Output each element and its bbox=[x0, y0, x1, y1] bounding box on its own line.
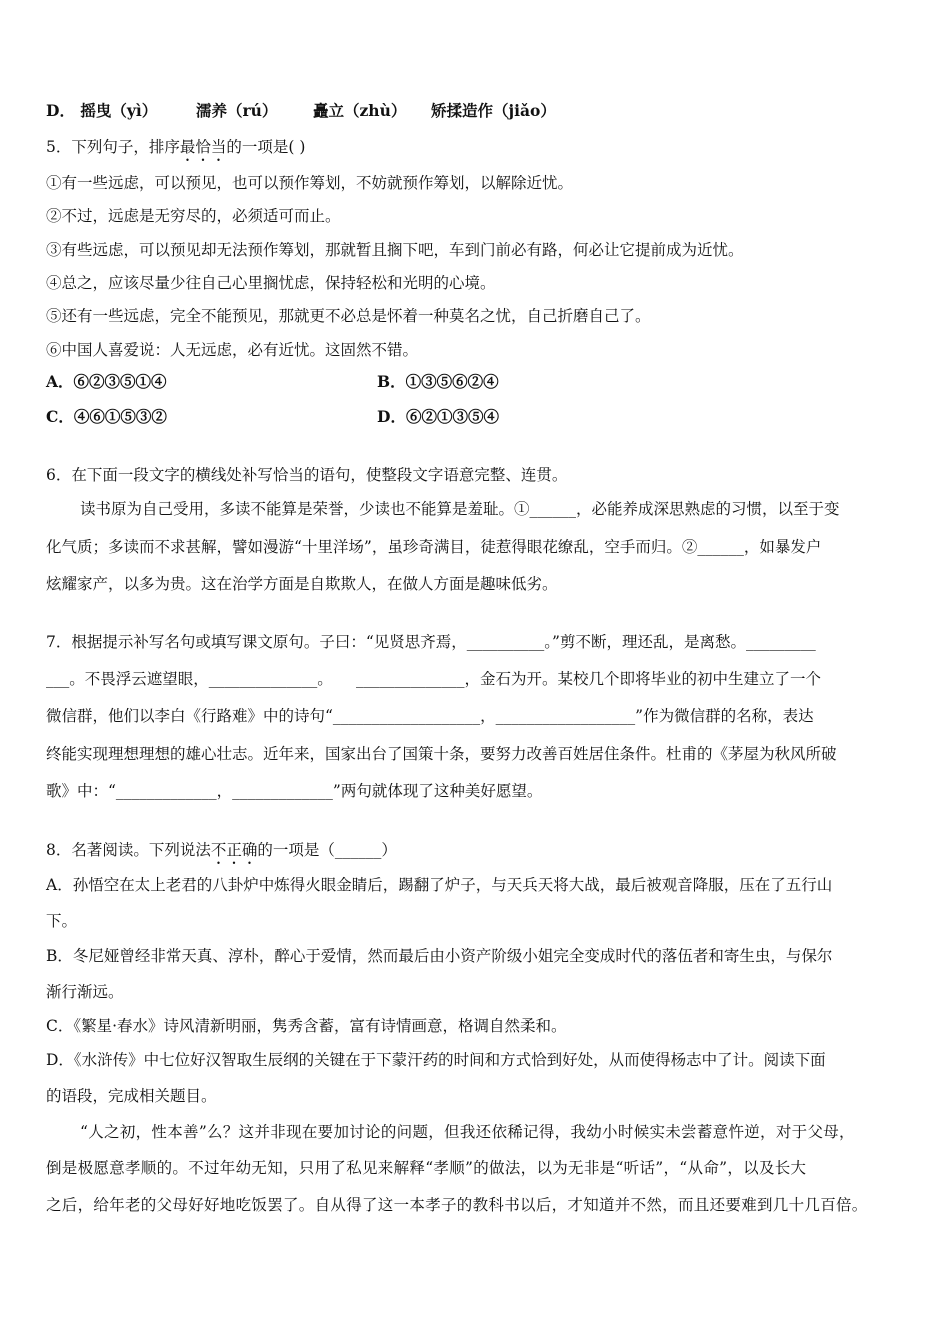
q5-stem bbox=[46, 137, 305, 165]
q5-sentence-3: ③有些远虑，可以预见却无法预作筹划，那就暂且搁下吧，车到门前必有路，何必让它提前成为近忧。 bbox=[46, 241, 744, 259]
q8-option-a-line-2: 下。 bbox=[46, 912, 78, 930]
q6-stem: 6．在下面一段文字的横线处补写恰当的语句，使整段文字语意完整、连贯。 bbox=[46, 466, 568, 484]
q7-line-3: 微信群，他们以李白《行路难》中的诗句“___________________，__________________”作为微信群的名称，表达 bbox=[46, 707, 814, 725]
q8-option-a-line-1: A．孙悟空在太上老君的八卦炉中炼得火眼金睛后，踢翻了炉子，与天兵天将大战，最后被观音降服，压在了五行山 bbox=[46, 876, 833, 894]
q4-option-d-item1: 摇曳（yì） bbox=[80, 101, 158, 120]
q5-option-d: D．⑥②①③⑤④ bbox=[377, 407, 499, 426]
q5-sentence-2: ②不过，远虑是无穷尽的，必须适可而止。 bbox=[46, 207, 341, 225]
q7-line-5: 歌》中：“_____________，_____________”两句就体现了这种美好愿望。 bbox=[46, 782, 543, 800]
q5-sentence-4: ④总之，应该尽量少往自己心里搁忧虑，保持轻松和光明的心境。 bbox=[46, 274, 496, 292]
q5-sentence-6: ⑥中国人喜爱说：人无远虑，必有近忧。这固然不错。 bbox=[46, 341, 419, 359]
q7-line-2: ___。不畏浮云遮望眼，______________。 ______________，金石为开。某校几个即将毕业的初中生建立了一个 bbox=[46, 670, 822, 688]
q5-option-a: A．⑥②③⑤①④ bbox=[46, 372, 167, 391]
q8-stem-emphasis: 不正确 bbox=[210, 841, 258, 859]
q8-option-c: C．《繁星·春水》诗风清新明丽，隽秀含蓄，富有诗情画意，格调自然柔和。 bbox=[46, 1017, 567, 1035]
q5-sentence-1: ①有一些远虑，可以预见，也可以预作筹划，不妨就预作筹划，以解除近忧。 bbox=[46, 174, 574, 192]
q4-option-d-item2: 濡养（rú） bbox=[196, 101, 278, 120]
q5-stem-emphasis: 最恰当 bbox=[179, 138, 227, 156]
q8-stem bbox=[46, 840, 397, 868]
q8-stem-post: 的一项是（______） bbox=[257, 841, 397, 859]
passage-line-2: 倒是极愿意孝顺的。不过年幼无知，只用了私见来解释“孝顺”的做法，以为无非是“听话”，“从命”，以及长大 bbox=[46, 1159, 807, 1177]
q8-option-d-line-1: D．《水浒传》中七位好汉智取生辰纲的关键在于下蒙汗药的时间和方式恰到好处，从而使得杨志中了计。阅读下面 bbox=[46, 1051, 826, 1069]
q5-stem-post: 的一项是( ) bbox=[226, 138, 306, 156]
q4-option-d bbox=[46, 101, 157, 121]
q7-line-1: 7．根据提示补写名句或填写课文原句。子曰：“见贤思齐焉，__________。”剪不断，理还乱，是离愁。_________ bbox=[46, 633, 816, 651]
q8-option-d-line-2: 的语段，完成相关题目。 bbox=[46, 1087, 217, 1105]
q8-option-b-line-1: B．冬尼娅曾经非常天真、淳朴，醉心于爱情，然而最后由小资产阶级小姐完全变成时代的落伍者和寄生虫，与保尔 bbox=[46, 947, 833, 965]
q6-paragraph-line-1: 读书原为自己受用，多读不能算是荣誉，少读也不能算是羞耻。①______，必能养成深思熟虑的习惯，以至于变 bbox=[80, 500, 840, 518]
q8-option-b-line-2: 渐行渐远。 bbox=[46, 983, 124, 1001]
q4-option-d-item3: 矗立（zhù） bbox=[313, 101, 407, 120]
q5-option-c: C．④⑥①⑤③② bbox=[46, 407, 167, 426]
q7-line-4: 终能实现理想理想的雄心壮志。近年来，国家出台了国策十条，要努力改善百姓居住条件。杜甫的《茅屋为秋风所破 bbox=[46, 745, 837, 763]
q4-option-d-item4: 矫揉造作（jiǎo） bbox=[431, 101, 556, 120]
q4-option-d-label: D． bbox=[46, 101, 75, 120]
q6-paragraph-line-2: 化气质；多读而不求甚解，譬如漫游“十里洋场”，虽珍奇满目，徒惹得眼花缭乱，空手而归。②______，如暴发户 bbox=[46, 538, 822, 556]
q6-paragraph-line-3: 炫耀家产，以多为贵。这在治学方面是自欺欺人，在做人方面是趣味低劣。 bbox=[46, 575, 558, 593]
q5-option-b: B．①③⑤⑥②④ bbox=[377, 372, 499, 391]
passage-line-3: 之后，给年老的父母好好地吃饭罢了。自从得了这一本孝子的教科书以后，才知道并不然，而且还要难到几十几百倍。 bbox=[46, 1196, 868, 1214]
q8-stem-pre: 8．名著阅读。下列说法 bbox=[46, 841, 211, 859]
q5-sentence-5: ⑤还有一些远虑，完全不能预见，那就更不必总是怀着一种莫名之忧，自己折磨自己了。 bbox=[46, 307, 651, 325]
q5-stem-pre: 5．下列句子，排序 bbox=[46, 138, 180, 156]
passage-line-1: “人之初，性本善”么？这并非现在要加讨论的问题，但我还依稀记得，我幼小时候实未尝蓄意忤逆，对于父母， bbox=[80, 1123, 855, 1141]
